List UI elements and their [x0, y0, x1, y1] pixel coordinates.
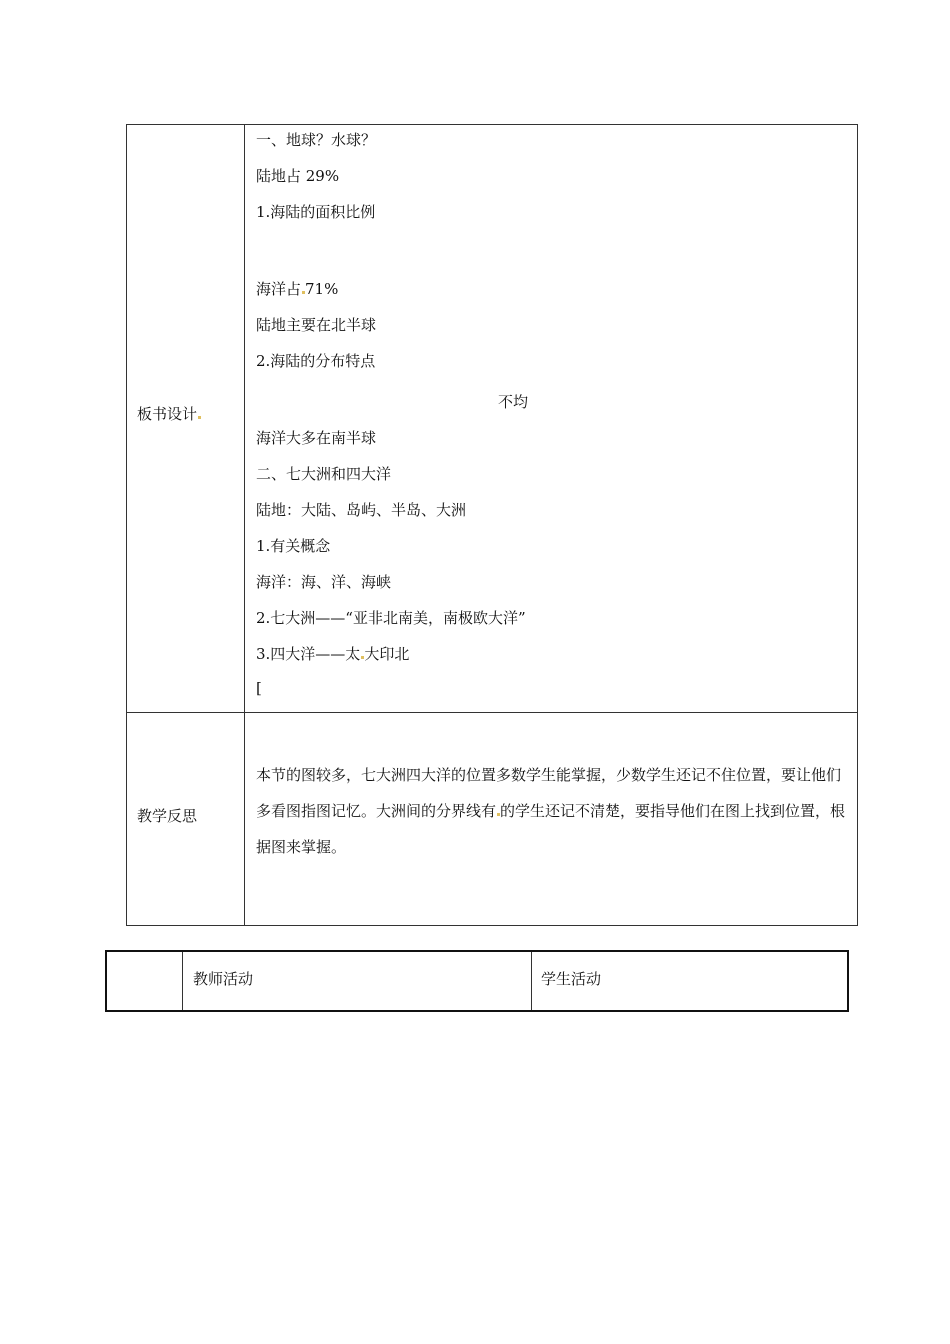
student-activity-header: 学生活动: [541, 970, 602, 988]
board-line-uneven: 不均: [498, 393, 529, 411]
board-line: 陆地：大陆、岛屿、半岛、大洲: [256, 501, 467, 519]
column-divider: [244, 125, 245, 925]
board-line: 海洋：海、洋、海峡: [256, 573, 392, 591]
board-line: 2.七大洲——“亚非北南美，南极欧大洋”: [256, 609, 526, 627]
lesson-table: [126, 124, 858, 926]
board-line: 海洋占 71%: [256, 280, 339, 298]
board-line: [: [256, 679, 262, 697]
board-line: 1.海陆的面积比例: [256, 203, 376, 221]
board-line: 二、七大洲和四大洋: [256, 465, 392, 483]
row-divider: [127, 712, 857, 713]
board-line: 陆地占 29%: [256, 167, 340, 185]
teacher-activity-header: 教师活动: [193, 970, 254, 988]
column-divider: [182, 952, 183, 1010]
board-line: 一、地球？水球？: [256, 131, 377, 149]
board-line: 1.有关概念: [256, 537, 331, 555]
board-line: 2.海陆的分布特点: [256, 352, 376, 370]
board-line: 3.四大洋——太 大印北: [256, 645, 410, 663]
activity-table: [105, 950, 849, 1012]
board-design-label: 板书设计: [137, 403, 201, 424]
board-line: 海洋大多在南半球: [256, 429, 377, 447]
reflection-text: 本节的图较多，七大洲四大洋的位置多数学生能掌握，少数学生还记不住位置，要让他们多看图指图记忆。大洲间的分界线有 的学生还记不清楚，要指导他们在图上找到位置，根据图来掌握。: [256, 766, 846, 856]
column-divider: [531, 952, 532, 1010]
board-line: 陆地主要在北半球: [256, 316, 377, 334]
reflection-label: 教学反思: [137, 807, 198, 825]
